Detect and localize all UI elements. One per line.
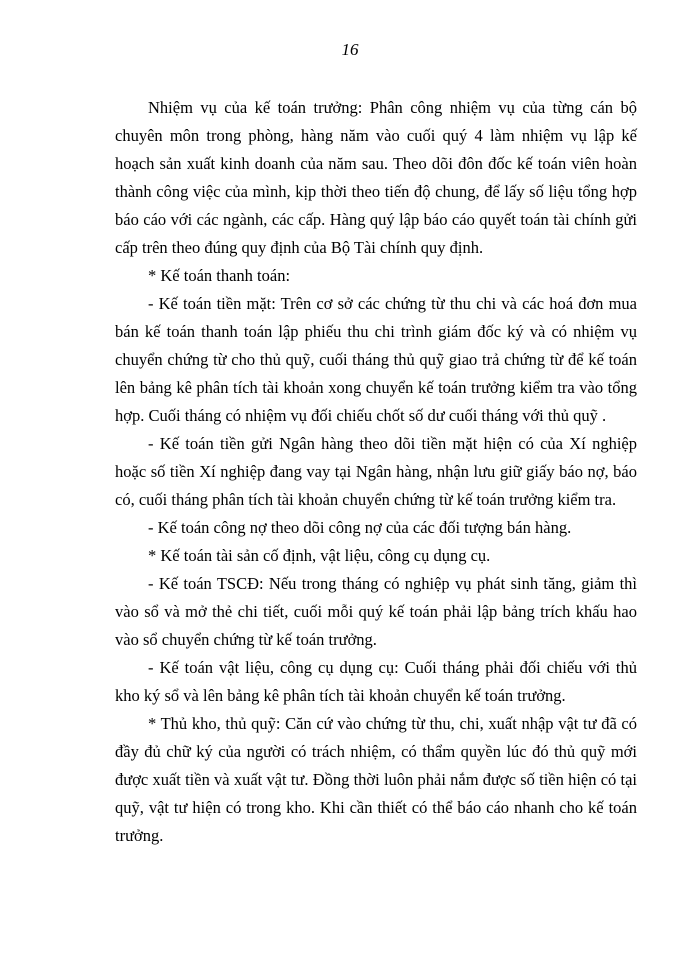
document-body [115,94,637,850]
heading-payment-accounting: * Kế toán thanh toán: [148,266,291,285]
paragraph-storekeeper-cashier: * Thủ kho, thủ quỹ: Căn cứ vào chứng từ thu, chi, xuất nhập vật tư đã có đầy đủ chữ ký của người có trách nhiệm, có thẩm quyền lúc đó thủ quỹ mới được xuất tiền và xuất vật tư. Đồng thời luôn phải nắm được số tiền hiện có tại quỹ, vật tư hiện có trong kho. Khi cần thiết có thể báo cáo nhanh cho kế toán trưởng. [115,714,637,845]
paragraph-cash-accounting: - Kế toán tiền mặt: Trên cơ sở các chứng từ thu chi và các hoá đơn mua bán kế toán thanh toán lập phiếu thu chi trình giám đốc ký và có nhiệm vụ chuyển chứng từ cho thủ quỹ, cuối tháng thủ quỹ giao trả chứng từ để kế toán lên bảng kê phân tích tài khoản xong chuyển kế toán trưởng kiểm tra vào tổng hợp. Cuối tháng có nhiệm vụ đối chiếu chốt số dư cuối tháng với thủ quỹ . [115,294,637,425]
page-number: 16 [341,40,359,59]
paragraph-materials-accounting: - Kế toán vật liệu, công cụ dụng cụ: Cuối tháng phải đối chiếu với thủ kho ký sổ và lên bảng kê phân tích tài khoản chuyển kế toán trưởng. [115,658,637,705]
paragraph-receivables-accounting: - Kế toán công nợ theo dõi công nợ của các đối tượng bán hàng. [148,518,572,537]
paragraph-chief-accountant-duties: Nhiệm vụ của kế toán trưởng: Phân công nhiệm vụ của từng cán bộ chuyên môn trong phòng, hàng năm vào cuối quý 4 làm nhiệm vụ lập kế hoạch sản xuất kinh doanh của năm sau. Theo dõi đôn đốc kế toán viên hoàn thành công việc của mình, kịp thời theo tiến độ chung, để lấy số liệu tổng hợp báo cáo với các ngành, các cấp. Hàng quý lập báo cáo quyết toán tài chính gửi cấp trên theo đúng quy định của Bộ Tài chính quy định. [115,98,637,257]
paragraph-fixed-assets-accounting: - Kế toán TSCĐ: Nếu trong tháng có nghiệp vụ phát sinh tăng, giảm thì vào sổ và mở thẻ chi tiết, cuối mỗi quý kế toán phải lập bảng trích khấu hao vào sổ chuyển chứng từ kế toán trưởng. [115,574,637,649]
paragraph-bank-deposit-accounting: - Kế toán tiền gửi Ngân hàng theo dõi tiền mặt hiện có của Xí nghiệp hoặc số tiền Xí nghiệp đang vay tại Ngân hàng, nhận lưu giữ giấy báo nợ, báo có, cuối tháng phân tích tài khoản chuyển chứng từ kế toán trưởng kiểm tra. [115,434,637,509]
heading-fixed-assets-accounting: * Kế toán tài sản cố định, vật liệu, công cụ dụng cụ. [148,546,491,565]
